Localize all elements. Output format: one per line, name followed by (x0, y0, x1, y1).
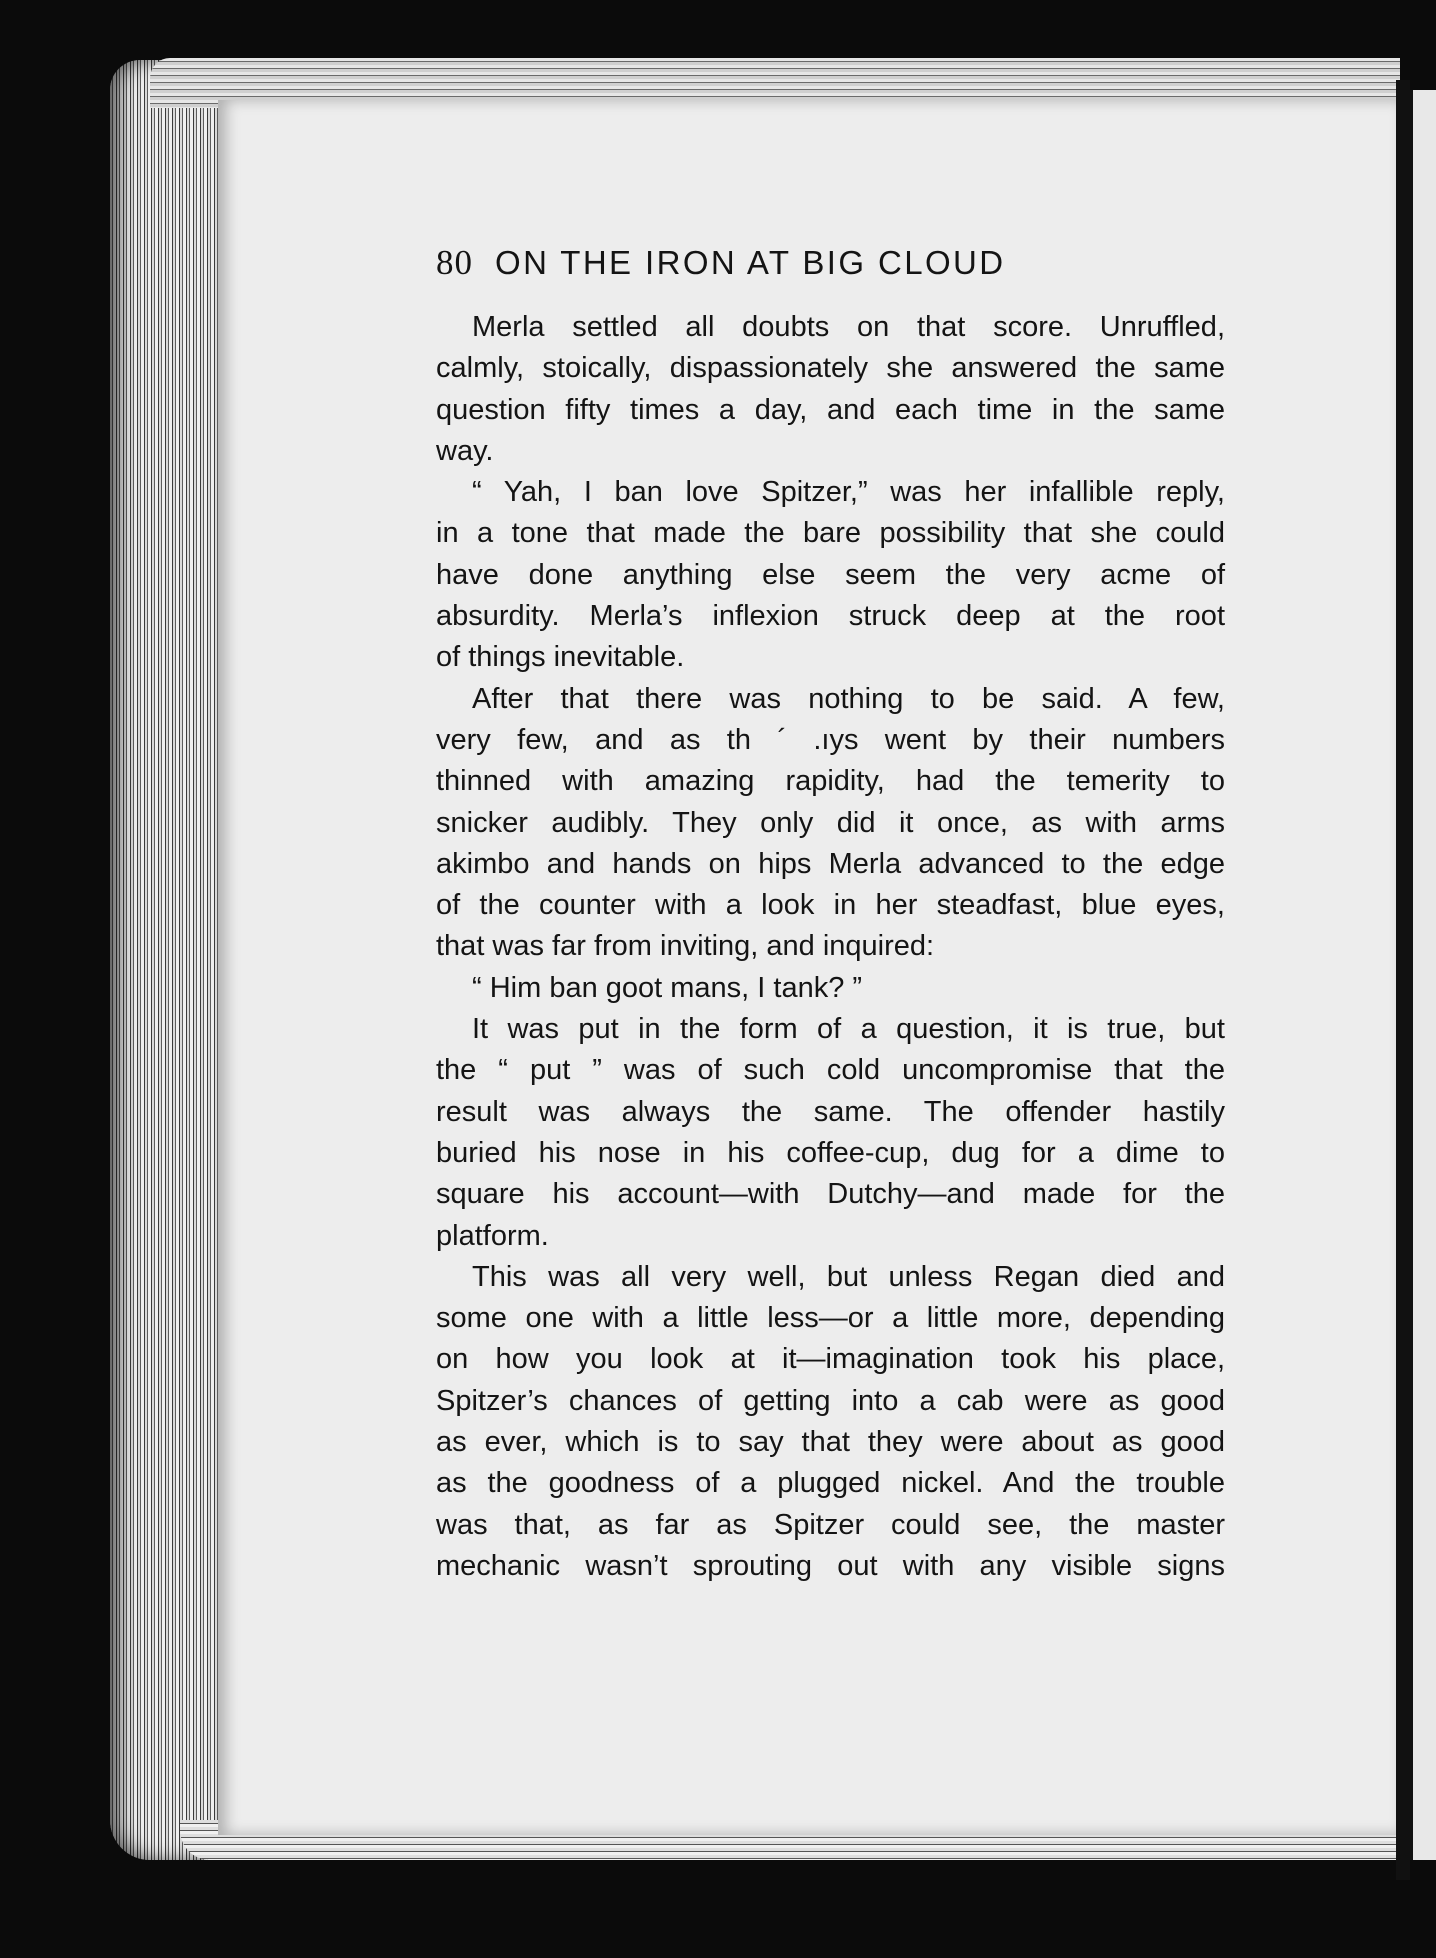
text-line: platform. (436, 1219, 549, 1252)
text-line: mechanic wasn’t sprouting out with any visible signs (436, 1549, 1225, 1582)
text-line: Spitzer’s chances of getting into a cab were as good (436, 1384, 1225, 1417)
text-line: way. (436, 434, 494, 467)
running-head-title: ON THE IRON AT BIG CLOUD (495, 244, 1006, 281)
gutter-shadow (1396, 80, 1410, 1880)
facing-page-edge (1410, 90, 1436, 1860)
text-line: buried his nose in his coffee-cup, dug for a dime to (436, 1136, 1225, 1169)
text-line: calmly, stoically, dispassionately she answered the same (436, 352, 1225, 385)
page-number: 80 (436, 243, 473, 282)
text-block (436, 243, 1225, 1587)
text-line: It was put in the form of a question, it is true, but (472, 1013, 1225, 1046)
text-line: was that, as far as Spitzer could see, the master (436, 1508, 1225, 1541)
text-line: square his account—with Dutchy—and made for the (436, 1178, 1225, 1211)
text-line: question fifty times a day, and each time in the same (436, 393, 1225, 426)
book-page-edges-left (110, 60, 230, 1860)
text-line: as ever, which is to say that they were about as good (436, 1426, 1225, 1459)
text-line: as the goodness of a plugged nickel. And the trouble (436, 1467, 1225, 1500)
text-line: very few, and as th ´ .ıys went by their numbers (436, 723, 1225, 756)
text-line: of things inevitable. (436, 641, 685, 674)
text-line: “ Yah, I ban love Spitzer,” was her infallible reply, (472, 476, 1225, 509)
text-line: some one with a little less—or a little more, depending (436, 1302, 1225, 1335)
text-line: on how you look at it—imagination took his place, (436, 1343, 1225, 1376)
text-line: have done anything else seem the very acme of (436, 558, 1225, 591)
text-line: the “ put ” was of such cold uncompromise that the (436, 1054, 1225, 1087)
text-line: snicker audibly. They only did it once, as with arms (436, 806, 1225, 839)
text-line: thinned with amazing rapidity, had the temerity to (436, 765, 1225, 798)
text-line: akimbo and hands on hips Merla advanced to the edge (436, 847, 1225, 880)
text-line: “ Him ban goot mans, I tank? ” (472, 971, 863, 1004)
running-head (436, 243, 1225, 299)
text-line: This was all very well, but unless Regan died and (472, 1260, 1225, 1293)
text-line: that was far from inviting, and inquired: (436, 930, 935, 963)
text-line: of the counter with a look in her steadfast, blue eyes, (436, 889, 1225, 922)
text-line: in a tone that made the bare possibility that she could (436, 517, 1225, 550)
body-text (436, 307, 1225, 1587)
text-line: After that there was nothing to be said. A few, (472, 682, 1225, 715)
text-line: Merla settled all doubts on that score. Unruffled, (472, 311, 1225, 343)
text-line: result was always the same. The offender hastily (436, 1095, 1225, 1128)
text-line: absurdity. Merla’s inflexion struck deep at the root (436, 600, 1225, 633)
